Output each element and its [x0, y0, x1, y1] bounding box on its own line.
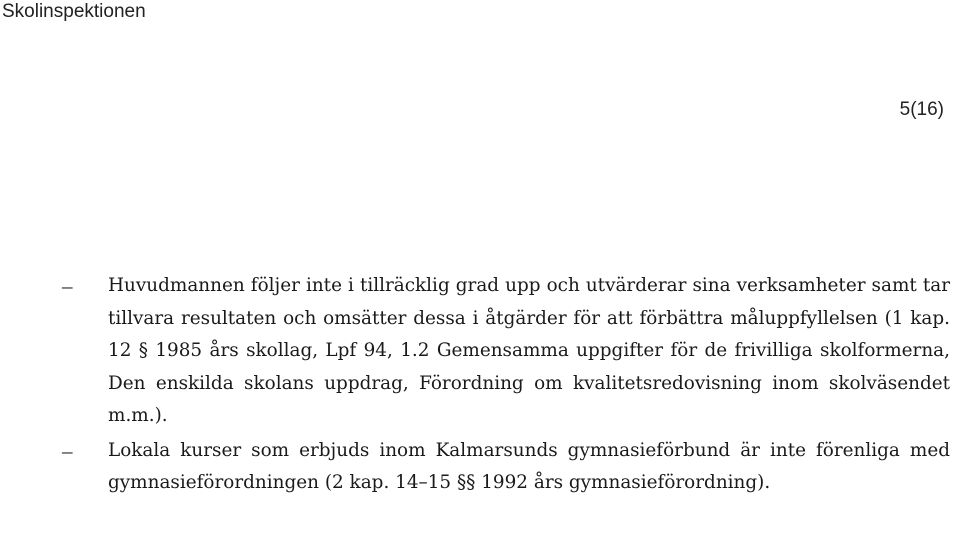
finding-text: Huvudmannen följer inte i tillräcklig grad upp och utvärderar sina verksamheter samt tar tillvara resultaten och omsätter dessa i åtgärder för att förbättra måluppfyllelsen (1 kap. 12 § 1985 års skollag, Lpf 94, 1.2 Gemensamma uppgifter för de frivilliga skolformerna, Den enskilda skolans uppdrag, Förordning om kvalitetsredovisning inom skolväsendet m.m.). — [108, 275, 950, 426]
list-item — [62, 270, 950, 433]
bullet-dash: – — [62, 438, 73, 463]
finding-text: Lokala kurser som erbjuds inom Kalmarsunds gymnasieförbund är inte förenliga med gymnasieförordningen (2 kap. 14–15 §§ 1992 års gymnasieförordning). — [108, 439, 950, 493]
findings-list — [62, 270, 950, 502]
bullet-dash: – — [62, 274, 73, 298]
list-item — [62, 435, 950, 500]
organization-name: Skolinspektionen — [2, 1, 146, 22]
page-number: 5(16) — [899, 99, 944, 120]
